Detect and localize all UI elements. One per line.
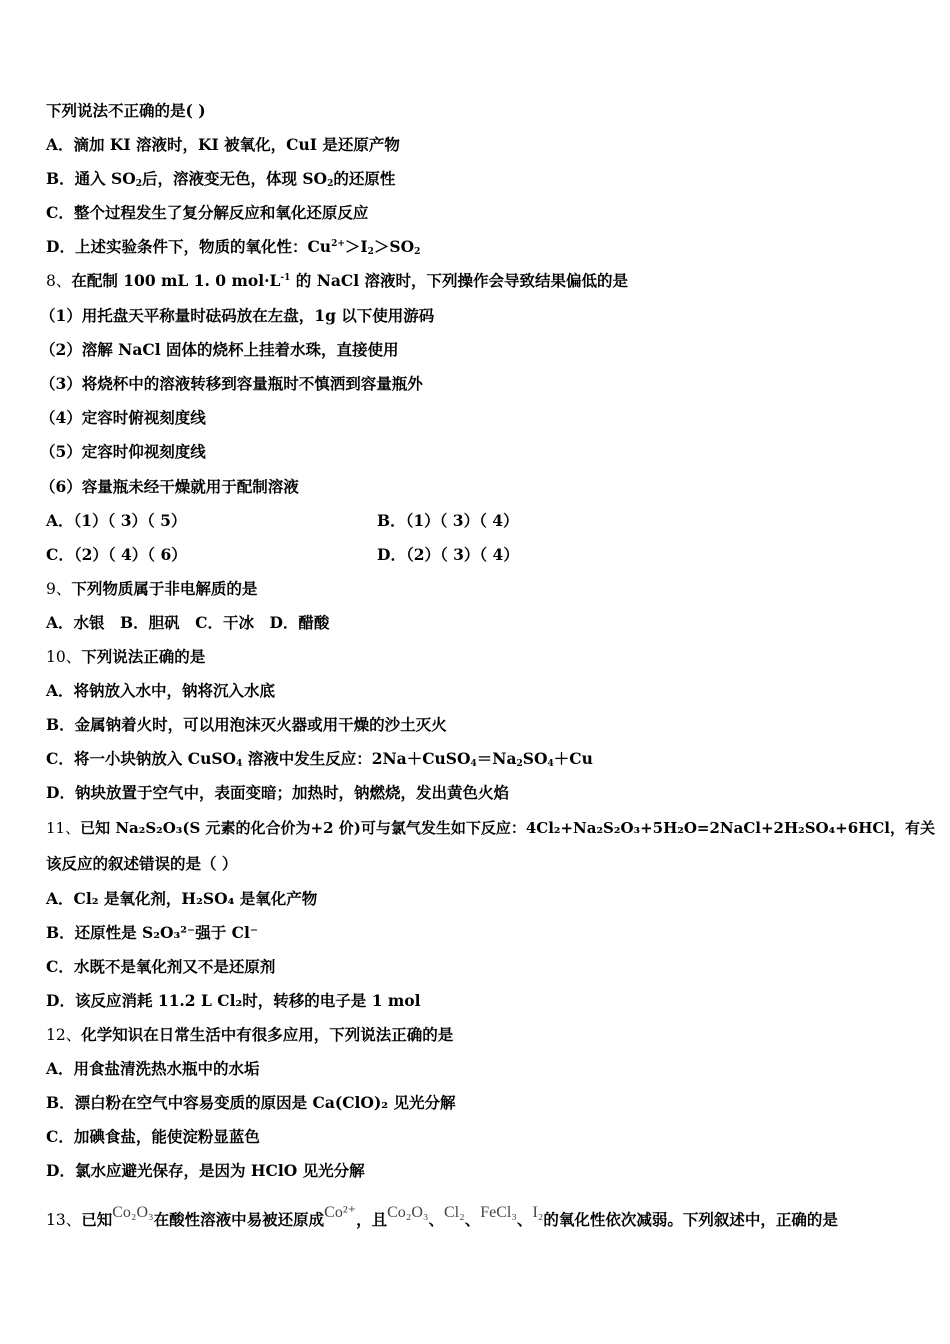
q11-stem-line2: 该反应的叙述错误的是（ ）: [46, 854, 238, 873]
formula-cl2: Cl₂: [444, 1204, 465, 1221]
q8-item-6: （6）容量瓶未经干燥就用于配制溶液: [40, 477, 299, 496]
q12-option-a: A．用食盐清洗热水瓶中的水垢: [46, 1059, 260, 1078]
q12-option-c: C．加碘食盐，能使淀粉显蓝色: [46, 1127, 260, 1146]
q8-stem: 8、在配制 100 mL 1. 0 $mol\cdot L^{-1}$ 的 NaCl 溶液时，下列操作会导致结果偏低的是: [46, 271, 629, 290]
q8-option-c: C．（2）（ 4）（ 6）: [46, 545, 187, 564]
q13-stem: 13、已知Co₂O₃在酸性溶液中易被还原成Co²⁺，且Co₂O₃、Cl₂、FeCl₃、I₂的氧化性依次减弱。下列叙述中，正确的是: [46, 1204, 838, 1229]
q8-item-4: （4）定容时俯视刻度线: [40, 408, 206, 427]
q10-option-d: D．钠块放置于空气中，表面变暗；加热时，钠燃烧，发出黄色火焰: [46, 783, 509, 802]
q10-stem: 10、下列说法正确的是: [46, 647, 206, 666]
formula-fecl3: FeCl₃: [480, 1204, 517, 1221]
q8-item-1: （1）用托盘天平称量时砝码放在左盘，1g 以下使用游码: [40, 306, 435, 325]
formula-co2o3-2: Co₂O₃: [387, 1204, 429, 1221]
q7-stem: 下列说法不正确的是( ): [46, 101, 206, 120]
q7-option-c: C．整个过程发生了复分解反应和氧化还原反应: [46, 203, 369, 222]
q10-option-b: B．金属钠着火时，可以用泡沫灭火器或用干燥的沙土灭火: [46, 715, 447, 734]
q10-option-c: C．将一小块钠放入 CuSO$_4$ 溶液中发生反应：$2Na+CuSO_4=Na_2SO_4+Cu$: [46, 749, 593, 769]
q7-option-a: A．滴加 KI 溶液时，KI 被氧化，CuI 是还原产物: [46, 135, 400, 154]
q11-stem-line1: 11、已知 Na₂S₂O₃(S 元素的化合价为+2 价)可与氯气发生如下反应：4Cl₂+Na₂S₂O₃+5H₂O=2NaCl+2H₂SO₄+6HCl，有关: [46, 819, 936, 837]
q11-option-d: D．该反应消耗 11.2 L Cl₂时，转移的电子是 1 mol: [46, 991, 421, 1010]
q12-stem: 12、化学知识在日常生活中有很多应用，下列说法正确的是: [46, 1025, 454, 1044]
formula-co2o3: Co₂O₃: [112, 1204, 154, 1221]
q12-option-b: B．漂白粉在空气中容易变质的原因是 Ca(ClO)₂ 见光分解: [46, 1093, 456, 1112]
q11-option-b: B．还原性是 S₂O₃²⁻强于 Cl⁻: [46, 923, 259, 942]
q7-option-b: B．通入 $SO_2$后，溶液变无色，体现 $SO_2$的还原性: [46, 169, 396, 189]
q8-item-2: （2）溶解 NaCl 固体的烧杯上挂着水珠，直接使用: [40, 340, 399, 359]
q7-option-d: D．上述实验条件下，物质的氧化性：$Cu^{2+}>I_2>SO_2$: [46, 237, 421, 257]
q8-option-a: A．（1）（ 3）（ 5）: [46, 511, 187, 530]
q8-option-b: B．（1）（ 3）（ 4）: [377, 511, 519, 530]
formula-co2plus: Co²⁺: [324, 1204, 357, 1221]
q9-options: A．水银 B．胆矾 C．干冰 D．醋酸: [46, 613, 330, 632]
q11-option-c: C．水既不是氧化剂又不是还原剂: [46, 957, 276, 976]
q11-option-a: A．Cl₂ 是氧化剂，H₂SO₄ 是氧化产物: [46, 889, 318, 908]
q8-item-5: （5）定容时仰视刻度线: [40, 442, 206, 461]
formula-i2: I₂: [532, 1204, 544, 1221]
q12-option-d: D．氯水应避光保存，是因为 HClO 见光分解: [46, 1161, 365, 1180]
q10-option-a: A．将钠放入水中，钠将沉入水底: [46, 681, 276, 700]
q9-stem: 9、下列物质属于非电解质的是: [46, 579, 258, 598]
q8-item-3: （3）将烧杯中的溶液转移到容量瓶时不慎洒到容量瓶外: [40, 374, 423, 393]
q8-option-d: D．（2）（ 3）（ 4）: [377, 545, 519, 564]
